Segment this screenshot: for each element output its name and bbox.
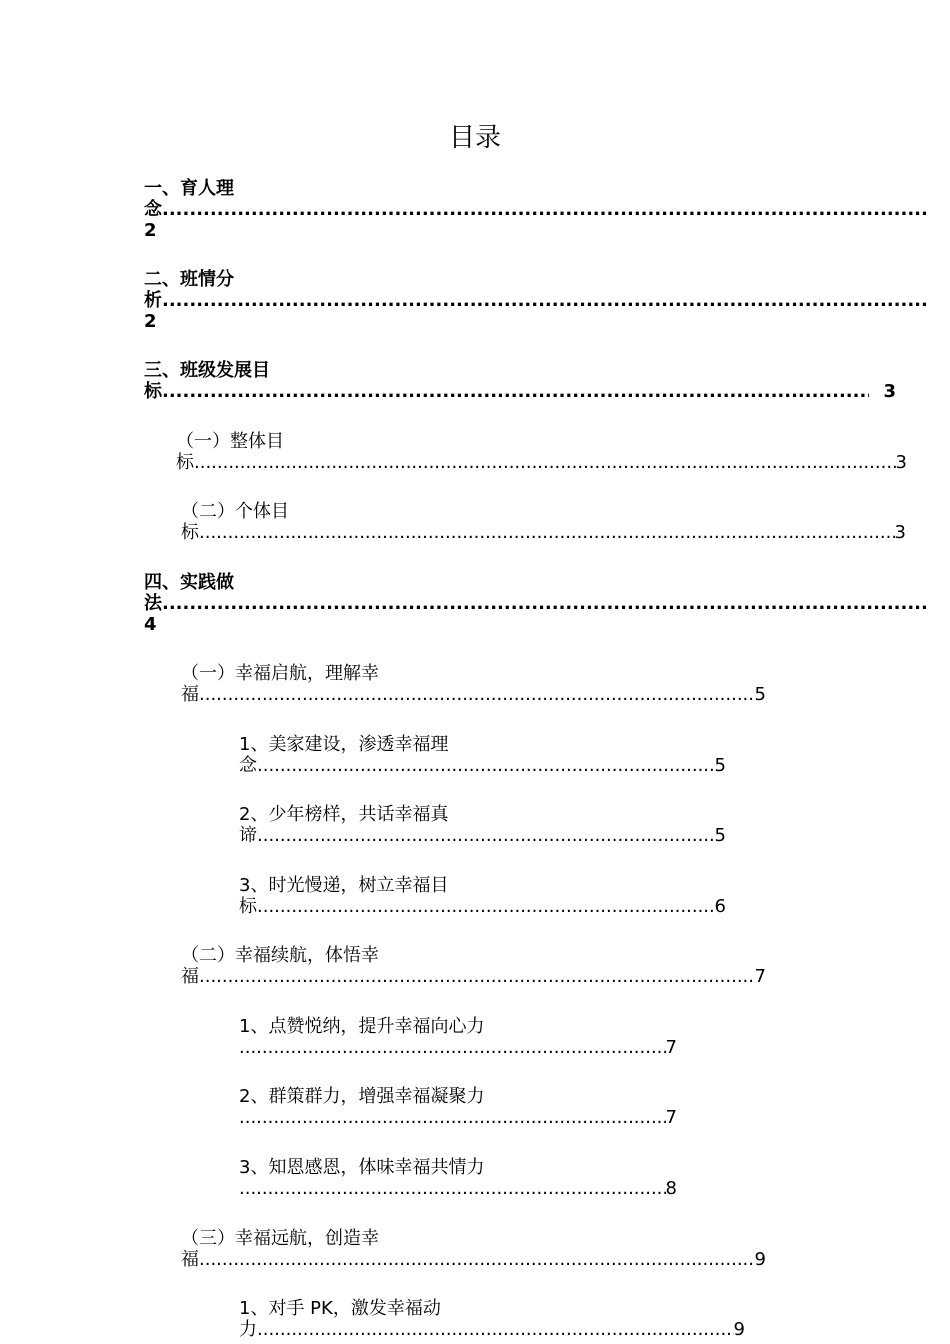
toc-entry-title-cont: 标 [176, 452, 194, 473]
toc-entry-3[interactable] [144, 360, 896, 402]
dot-leader [239, 1037, 666, 1058]
toc-entry-title-cont: 力 [239, 1319, 257, 1340]
toc-entry-title-cont: 福 [181, 966, 199, 987]
toc-entry-4[interactable] [144, 572, 928, 635]
dot-leader [239, 1107, 666, 1128]
toc-entry-title-cont: 析 [144, 290, 162, 311]
toc-entry-4-3[interactable] [181, 1228, 766, 1270]
dot-leader [199, 966, 755, 987]
toc-page-number: 7 [754, 966, 766, 987]
toc-entry-title: 四、实践做 [144, 572, 234, 593]
toc-entry-4-1-3[interactable] [239, 875, 726, 917]
toc-page-number: 8 [665, 1178, 677, 1199]
dot-leader [162, 381, 869, 402]
toc-page-number: 2 [144, 311, 157, 332]
dot-leader [162, 199, 928, 220]
dot-leader [199, 522, 895, 543]
toc-entry-title-cont: 谛 [239, 825, 257, 846]
toc-page-number: 9 [754, 1249, 766, 1270]
toc-entry-title-cont: 念 [144, 199, 162, 220]
toc-entry-title: 1、点赞悦纳，提升幸福向心力 [239, 1016, 485, 1037]
toc-entry-title-cont: 标 [181, 522, 199, 543]
toc-page-number: 5 [714, 755, 726, 776]
dot-leader [162, 593, 928, 614]
toc-entry-title: 1、对手 PK，激发幸福动 [239, 1298, 441, 1319]
toc-entry-title: （二）幸福续航，体悟幸 [181, 945, 379, 966]
toc-entry-title: 2、群策群力，增强幸福凝聚力 [239, 1086, 485, 1107]
toc-entry-title-cont: 标 [144, 381, 162, 402]
dot-leader [257, 896, 715, 917]
dot-leader [162, 290, 928, 311]
toc-page-number: 9 [733, 1319, 745, 1340]
dot-leader [257, 1319, 734, 1340]
dot-leader [199, 684, 755, 705]
toc-entry-title: （一）整体目 [176, 431, 284, 452]
toc-entry-4-1[interactable] [181, 663, 766, 705]
toc-entry-4-2[interactable] [181, 945, 766, 987]
toc-entry-4-2-1[interactable] [239, 1016, 677, 1058]
toc-entry-4-2-3[interactable] [239, 1157, 677, 1199]
toc-entry-title: 3、知恩感恩，体味幸福共情力 [239, 1157, 485, 1178]
toc-entry-title-cont: 标 [239, 896, 257, 917]
dot-leader [239, 1178, 666, 1199]
toc-entry-4-2-2[interactable] [239, 1086, 677, 1128]
toc-entry-4-3-1[interactable] [239, 1298, 745, 1340]
toc-entry-4-1-2[interactable] [239, 804, 726, 846]
toc-page-number: 3 [894, 522, 906, 543]
toc-entry-title: 二、班情分 [144, 269, 234, 290]
toc-page-number: 7 [665, 1037, 677, 1058]
dot-leader [199, 1249, 755, 1270]
toc-entry-title-cont: 念 [239, 755, 257, 776]
toc-page-number: 6 [714, 896, 726, 917]
toc-entry-title: 1、美家建设，渗透幸福理 [239, 734, 449, 755]
toc-entry-title: 一、育人理 [144, 178, 234, 199]
toc-entry-4-1-1[interactable] [239, 734, 726, 776]
toc-entry-title: （一）幸福启航，理解幸 [181, 663, 379, 684]
toc-entry-3-2[interactable] [181, 501, 906, 543]
toc-page-number: 2 [144, 220, 157, 241]
toc-page-number: 3 [895, 452, 907, 473]
toc-page-number: 4 [144, 614, 157, 635]
toc-page-number: 5 [714, 825, 726, 846]
toc-page-number: 3 [883, 381, 896, 402]
dot-leader [257, 825, 715, 846]
toc-entry-title-cont: 福 [181, 1249, 199, 1270]
toc-entry-title-cont: 法 [144, 593, 162, 614]
toc-entry-3-1[interactable] [176, 431, 907, 473]
toc-entry-title: （三）幸福远航，创造幸 [181, 1228, 379, 1249]
toc-page-number: 7 [665, 1107, 677, 1128]
toc-page-number: 5 [754, 684, 766, 705]
toc-entry-1[interactable] [144, 178, 928, 241]
toc-entry-title: （二）个体目 [181, 501, 289, 522]
dot-leader [194, 452, 896, 473]
toc-entry-title: 2、少年榜样，共话幸福真 [239, 804, 449, 825]
toc-entry-title: 3、时光慢递，树立幸福目 [239, 875, 449, 896]
page-title: 目录 [448, 123, 501, 153]
toc-entry-title: 三、班级发展目 [144, 360, 270, 381]
toc-entry-2[interactable] [144, 269, 928, 332]
toc-entry-title-cont: 福 [181, 684, 199, 705]
dot-leader [257, 755, 715, 776]
